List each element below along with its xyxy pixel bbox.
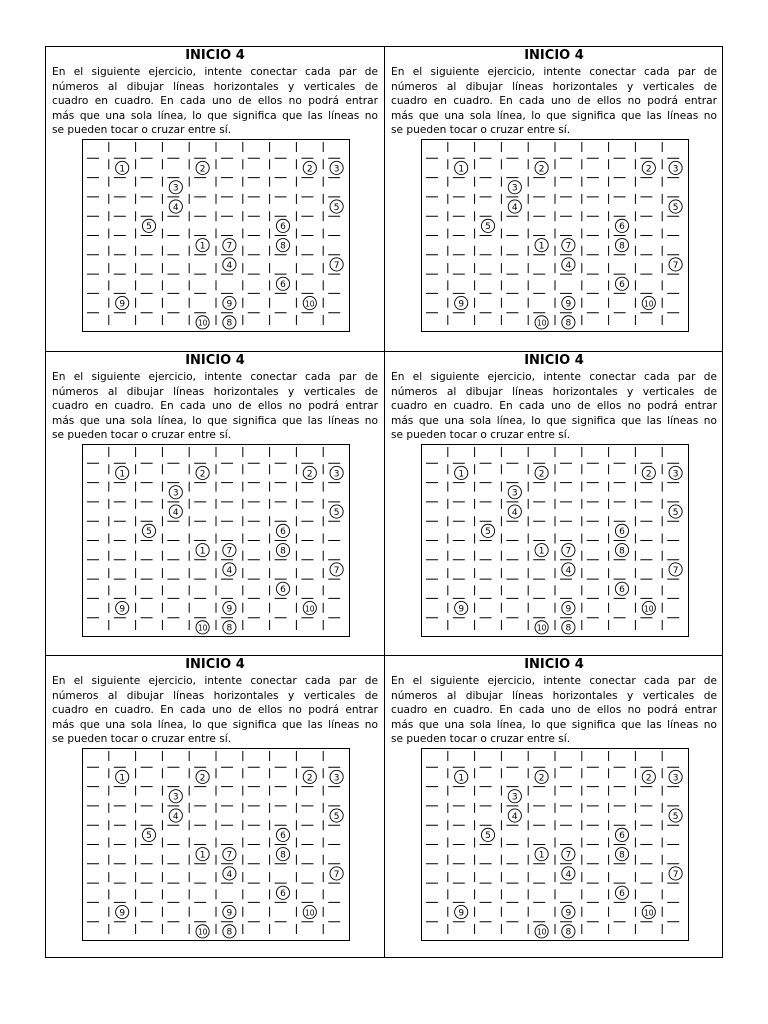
number-label: 9 — [565, 604, 572, 615]
number-label: 3 — [511, 792, 518, 803]
number-link-grid — [421, 444, 689, 637]
instruction-line: más que una sola línea, lo que significa que las líneas no — [391, 718, 717, 731]
instruction-line: números al dibujar líneas horizontales y verticales de — [391, 80, 717, 93]
number-label: 1 — [199, 850, 206, 861]
number-label: 10 — [536, 623, 547, 633]
number-label: 7 — [226, 241, 233, 252]
number-label: 2 — [538, 773, 545, 784]
number-label: 6 — [619, 527, 625, 538]
number-label: 7 — [672, 260, 679, 271]
number-label: 6 — [280, 831, 286, 842]
number-label: 2 — [306, 773, 313, 784]
number-label: 7 — [333, 869, 340, 880]
instruction-line: más que una sola línea, lo que significa que las líneas no — [391, 109, 717, 122]
number-label: 5 — [333, 811, 340, 822]
number-label: 1 — [199, 241, 206, 252]
instruction-line: más que una sola línea, lo que significa que las líneas no — [52, 109, 378, 122]
number-label: 3 — [333, 164, 340, 175]
instruction-line: cuadro en cuadro. En cada uno de ellos no podrá entrar — [52, 400, 378, 413]
number-label: 5 — [146, 527, 152, 538]
card-title: INICIO 4 — [524, 657, 584, 672]
instruction-line: se pueden tocar o cruzar entre sí. — [52, 124, 232, 137]
number-label: 1 — [538, 850, 545, 861]
number-label: 9 — [565, 299, 572, 310]
puzzle-card — [385, 656, 723, 960]
number-label: 10 — [197, 927, 208, 937]
number-label: 4 — [565, 869, 572, 880]
card-title: INICIO 4 — [524, 48, 584, 63]
number-label: 8 — [565, 927, 572, 938]
number-label: 1 — [119, 469, 126, 480]
number-label: 7 — [333, 565, 340, 576]
number-label: 9 — [565, 908, 572, 919]
number-label: 8 — [280, 850, 286, 861]
number-label: 1 — [538, 546, 545, 557]
card-instructions — [391, 674, 717, 747]
instruction-line: números al dibujar líneas horizontales y verticales de — [52, 80, 378, 93]
instruction-line: se pueden tocar o cruzar entre sí. — [52, 733, 232, 746]
number-label: 8 — [565, 318, 572, 329]
number-label: 4 — [226, 565, 233, 576]
instruction-line: cuadro en cuadro. En cada uno de ellos no podrá entrar — [391, 95, 717, 108]
puzzle-card — [46, 47, 384, 351]
number-label: 8 — [619, 241, 625, 252]
number-label: 2 — [199, 164, 206, 175]
card-title: INICIO 4 — [185, 353, 245, 368]
number-label: 4 — [226, 260, 233, 271]
number-label: 5 — [485, 222, 491, 233]
instruction-line: números al dibujar líneas horizontales y verticales de — [391, 385, 717, 398]
number-label: 3 — [172, 792, 179, 803]
number-label: 8 — [226, 927, 233, 938]
number-label: 6 — [280, 889, 286, 900]
number-label: 6 — [280, 222, 286, 233]
number-label: 4 — [172, 202, 179, 213]
number-label: 9 — [226, 604, 233, 615]
number-label: 2 — [645, 773, 652, 784]
number-label: 6 — [280, 585, 286, 596]
number-label: 1 — [119, 164, 126, 175]
instruction-line: En el siguiente ejercicio, intente conectar cada par de — [52, 675, 378, 687]
number-label: 7 — [672, 869, 679, 880]
puzzle-card — [46, 656, 384, 960]
instruction-line: números al dibujar líneas horizontales y verticales de — [391, 689, 717, 702]
number-label: 10 — [305, 299, 315, 309]
number-label: 10 — [644, 299, 654, 309]
number-label: 10 — [536, 318, 547, 328]
instruction-line: se pueden tocar o cruzar entre sí. — [391, 124, 571, 137]
number-label: 3 — [511, 183, 518, 194]
number-label: 6 — [619, 222, 625, 233]
number-label: 9 — [119, 908, 126, 919]
puzzle-card — [385, 352, 723, 656]
instruction-line: cuadro en cuadro. En cada uno de ellos no podrá entrar — [391, 400, 717, 413]
number-label: 9 — [458, 604, 465, 615]
number-label: 7 — [672, 565, 679, 576]
number-label: 3 — [333, 773, 340, 784]
number-label: 1 — [119, 773, 126, 784]
number-label: 4 — [172, 507, 179, 518]
number-label: 8 — [280, 241, 286, 252]
number-label: 7 — [333, 260, 340, 271]
instruction-line: números al dibujar líneas horizontales y verticales de — [52, 385, 378, 398]
number-label: 7 — [565, 546, 572, 557]
number-label: 10 — [197, 623, 208, 633]
number-label: 5 — [146, 222, 152, 233]
instruction-line: En el siguiente ejercicio, intente conectar cada par de — [52, 66, 378, 78]
number-label: 8 — [565, 623, 572, 634]
card-title: INICIO 4 — [185, 48, 245, 63]
number-label: 10 — [305, 908, 315, 918]
number-label: 9 — [226, 299, 233, 310]
number-label: 6 — [619, 889, 625, 900]
number-label: 4 — [565, 565, 572, 576]
number-label: 2 — [645, 469, 652, 480]
number-label: 3 — [511, 488, 518, 499]
instruction-line: En el siguiente ejercicio, intente conectar cada par de — [52, 371, 378, 383]
number-label: 7 — [565, 241, 572, 252]
card-instructions — [52, 370, 378, 443]
number-label: 9 — [458, 908, 465, 919]
number-label: 6 — [619, 831, 625, 842]
number-label: 6 — [280, 527, 286, 538]
number-link-grid — [82, 748, 350, 941]
number-label: 9 — [226, 908, 233, 919]
card-instructions — [391, 65, 717, 138]
instruction-line: En el siguiente ejercicio, intente conectar cada par de — [391, 675, 717, 687]
instruction-line: se pueden tocar o cruzar entre sí. — [391, 733, 571, 746]
instruction-line: se pueden tocar o cruzar entre sí. — [52, 429, 232, 442]
number-label: 7 — [565, 850, 572, 861]
number-label: 5 — [672, 202, 679, 213]
number-label: 4 — [226, 869, 233, 880]
card-instructions — [52, 674, 378, 747]
number-label: 3 — [672, 469, 679, 480]
puzzle-card — [46, 352, 384, 656]
instruction-line: números al dibujar líneas horizontales y verticales de — [52, 689, 378, 702]
number-label: 2 — [538, 469, 545, 480]
number-link-grid — [421, 139, 689, 332]
instruction-line: más que una sola línea, lo que significa que las líneas no — [52, 718, 378, 731]
instruction-line: cuadro en cuadro. En cada uno de ellos no podrá entrar — [391, 704, 717, 717]
number-label: 4 — [172, 811, 179, 822]
number-label: 6 — [619, 585, 625, 596]
number-label: 9 — [119, 299, 126, 310]
number-label: 3 — [672, 773, 679, 784]
instruction-line: En el siguiente ejercicio, intente conectar cada par de — [391, 66, 717, 78]
number-label: 6 — [280, 280, 286, 291]
puzzle-card — [385, 47, 723, 351]
card-title: INICIO 4 — [185, 657, 245, 672]
number-label: 1 — [458, 164, 465, 175]
number-label: 5 — [672, 507, 679, 518]
number-label: 8 — [619, 546, 625, 557]
number-label: 2 — [306, 164, 313, 175]
number-link-grid — [82, 444, 350, 637]
number-label: 7 — [226, 546, 233, 557]
number-label: 4 — [511, 202, 518, 213]
number-label: 10 — [644, 604, 654, 614]
number-label: 8 — [226, 623, 233, 634]
instruction-line: En el siguiente ejercicio, intente conectar cada par de — [391, 371, 717, 383]
worksheet-sheet — [45, 46, 723, 958]
card-instructions — [52, 65, 378, 138]
number-label: 2 — [199, 773, 206, 784]
number-label: 1 — [458, 469, 465, 480]
instruction-line: cuadro en cuadro. En cada uno de ellos no podrá entrar — [52, 704, 378, 717]
number-label: 4 — [511, 507, 518, 518]
number-label: 2 — [306, 469, 313, 480]
card-title: INICIO 4 — [524, 353, 584, 368]
number-label: 1 — [199, 546, 206, 557]
number-label: 6 — [619, 280, 625, 291]
number-label: 9 — [458, 299, 465, 310]
number-label: 1 — [458, 773, 465, 784]
number-label: 1 — [538, 241, 545, 252]
number-label: 5 — [485, 831, 491, 842]
number-label: 9 — [119, 604, 126, 615]
number-label: 2 — [645, 164, 652, 175]
number-label: 10 — [305, 604, 315, 614]
number-label: 4 — [565, 260, 572, 271]
number-label: 8 — [280, 546, 286, 557]
instruction-line: más que una sola línea, lo que significa que las líneas no — [391, 414, 717, 427]
number-label: 5 — [672, 811, 679, 822]
instruction-line: se pueden tocar o cruzar entre sí. — [391, 429, 571, 442]
number-label: 8 — [226, 318, 233, 329]
card-instructions — [391, 370, 717, 443]
number-label: 3 — [333, 469, 340, 480]
number-label: 8 — [619, 850, 625, 861]
number-label: 3 — [172, 488, 179, 499]
instruction-line: más que una sola línea, lo que significa que las líneas no — [52, 414, 378, 427]
number-label: 2 — [199, 469, 206, 480]
number-label: 3 — [672, 164, 679, 175]
number-label: 10 — [197, 318, 208, 328]
number-label: 5 — [146, 831, 152, 842]
number-link-grid — [82, 139, 350, 332]
instruction-line: cuadro en cuadro. En cada uno de ellos no podrá entrar — [52, 95, 378, 108]
number-label: 10 — [536, 927, 547, 937]
number-label: 5 — [333, 507, 340, 518]
number-label: 5 — [333, 202, 340, 213]
number-label: 7 — [226, 850, 233, 861]
number-label: 3 — [172, 183, 179, 194]
number-label: 2 — [538, 164, 545, 175]
number-link-grid — [421, 748, 689, 941]
number-label: 5 — [485, 527, 491, 538]
number-label: 4 — [511, 811, 518, 822]
number-label: 10 — [644, 908, 654, 918]
